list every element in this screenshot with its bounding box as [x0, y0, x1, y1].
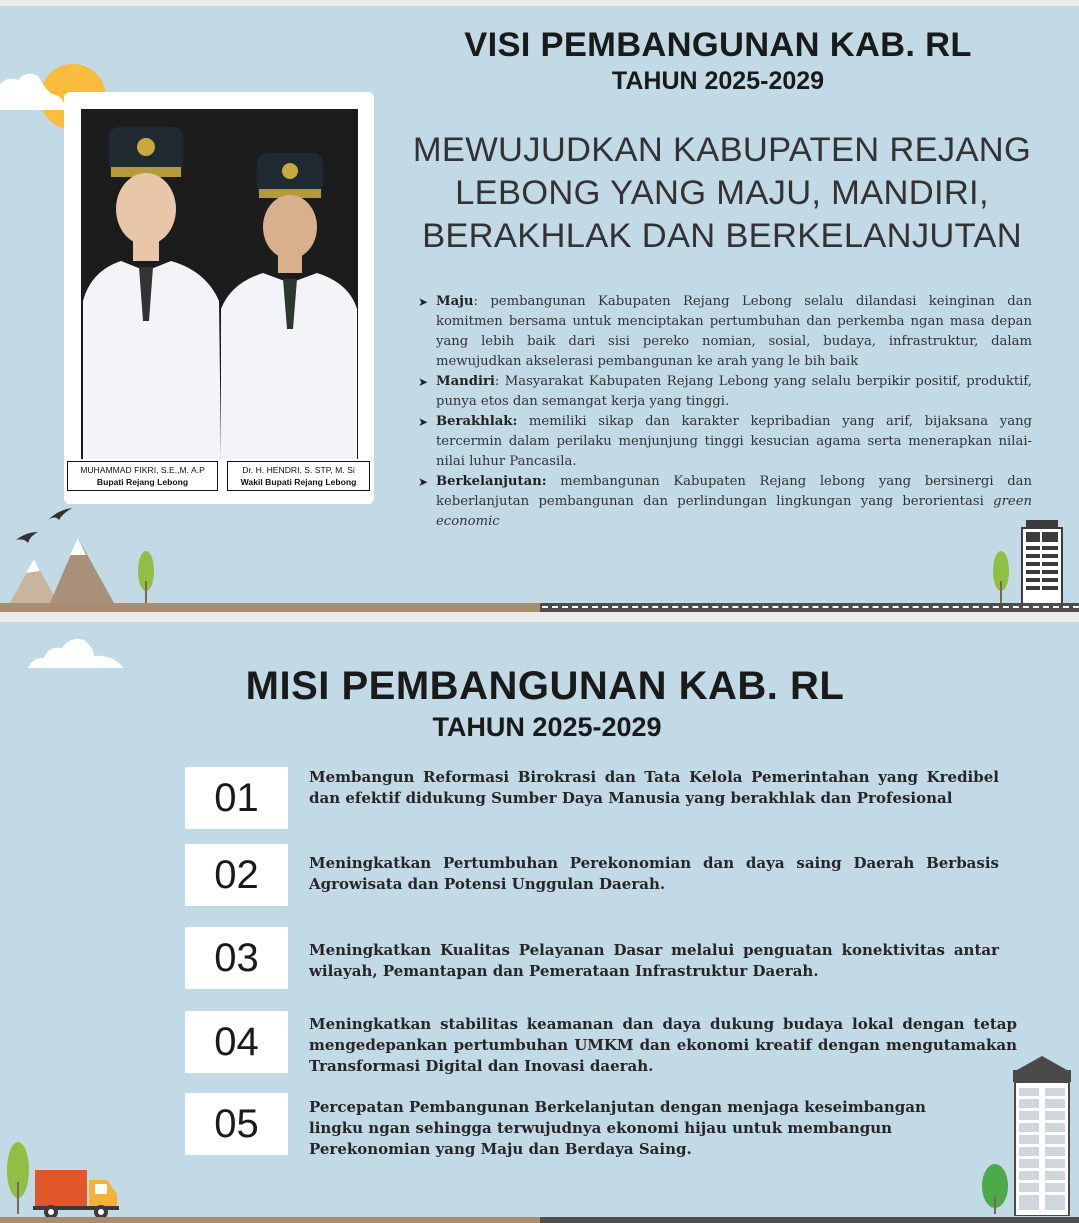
vision-bullet-list — [418, 292, 1032, 532]
arrow-bullet-icon: ➤ — [418, 295, 429, 309]
vision-line: MEWUJUDKAN KABUPATEN REJANG — [412, 131, 1032, 169]
bullet-text: : pembangunan Kabupaten Rejang Lebong selalu dilandasi keinginan dan komitmen bersama untuk menciptakan pertumbuhan dan perkemba ngan masa depan yang lebih baik dari sisi pereko nomian, sosial, budaya, infrastruktur, dalam mewujudkan akselerasi pembangunan ke arah yang le bih baik — [436, 294, 1032, 369]
building-icon — [1009, 1054, 1075, 1216]
officials-photo — [81, 109, 358, 459]
arrow-bullet-icon: ➤ — [418, 415, 429, 429]
mission-number: 02 — [185, 844, 288, 906]
bullet-text: membangunan Kabupaten Rejang lebong yang bersinergi dan keberlanjutan pembangunan dan perlindungan lingkungan yang berorientasi — [436, 474, 1032, 509]
misi-title: MISI PEMBANGUNAN KAB. RL — [245, 664, 845, 708]
mission-text: Percepatan Pembangunan Berkelanjutan dengan menjaga keseimbangan lingku ngan sehingga terwujudnya ekonomi hijau untuk membangun Perekonomian yang Maju dan Berdaya Saing. — [309, 1098, 926, 1158]
ground-soil — [0, 603, 540, 612]
mission-number: 04 — [185, 1011, 288, 1073]
vision-line: BERAKHLAK DAN BERKELANJUTAN — [422, 217, 1022, 255]
bullet-text: memiliki sikap dan karakter kepribadian yang arif, bijaksana yang tercermin dalam perilaku menjunjung tinggi kesucian agama serta menerapkan nilai-nilai luhur Pancasila. — [436, 414, 1032, 469]
bullet-term: Berakhlak: — [436, 414, 518, 429]
mission-text: Meningkatkan stabilitas keamanan dan daya dukung budaya lokal dengan tetap mengedepankan pertumbuhan UMKM dan ekonomi kreatif dengan mengutamakan Transformasi Digital dan Inovasi daerah. — [309, 1015, 1017, 1075]
tree-icon — [992, 551, 1010, 605]
mission-number: 01 — [185, 767, 288, 829]
cloud-icon — [28, 634, 124, 670]
arrow-bullet-icon: ➤ — [418, 475, 429, 489]
bullet-term: Berkelanjutan: — [436, 474, 547, 489]
truck-icon — [33, 1168, 123, 1220]
tree-icon — [980, 1162, 1010, 1214]
building-icon — [1020, 520, 1064, 606]
official-role: Bupati Rejang Lebong — [96, 477, 189, 487]
vision-statement — [392, 129, 1052, 258]
official-caption — [227, 461, 370, 491]
mission-text: Meningkatkan Kualitas Pelayanan Dasar melalui penguatan konektivitas antar wilayah, Pemantapan dan Pemerataan Infrastruktur Daerah. — [309, 941, 999, 980]
bullet-term: Maju — [436, 294, 474, 309]
official-name: MUHAMMAD FIKRI, S.E.,M. A.P — [80, 465, 205, 475]
vision-bullet — [418, 292, 1032, 372]
misi-slide — [0, 622, 1079, 1223]
mission-number: 03 — [185, 927, 288, 989]
ground-soil — [0, 1217, 540, 1223]
person-icon — [81, 121, 226, 459]
tree-icon — [6, 1142, 30, 1214]
tree-icon — [137, 551, 155, 605]
official-name: Dr. H. HENDRI, S. STP, M. Si — [242, 465, 355, 475]
officials-photo-card — [64, 92, 374, 504]
vision-line: LEBONG YANG MAJU, MANDIRI, — [455, 174, 989, 212]
mission-text: Meningkatkan Pertumbuhan Perekonomian dan daya saing Daerah Berbasis Agrowisata dan Potensi Unggulan Daerah. — [309, 854, 999, 893]
vision-bullet — [418, 372, 1032, 412]
vision-bullet — [418, 412, 1032, 472]
visi-subtitle: TAHUN 2025-2029 — [611, 67, 825, 95]
mission-number: 05 — [185, 1093, 288, 1155]
road-marking — [542, 606, 1079, 608]
official-caption — [67, 461, 218, 491]
person-icon — [217, 149, 358, 459]
visi-title: VISI PEMBANGUNAN KAB. RL — [464, 26, 972, 64]
cloud-icon — [0, 70, 70, 114]
arrow-bullet-icon: ➤ — [418, 375, 429, 389]
visi-slide — [0, 6, 1079, 612]
mountain-icon — [10, 533, 120, 605]
vision-bullet — [418, 472, 1032, 532]
bullet-term: Mandiri — [436, 374, 495, 389]
bullet-italic: green economic — [436, 494, 1032, 529]
bullet-text: : Masyarakat Kabupaten Rejang Lebong yang selalu berpikir positif, produktif, punya etos dan semangat kerja yang tinggi. — [436, 374, 1032, 409]
official-role: Wakil Bupati Rejang Lebong — [240, 477, 357, 487]
mission-text: Membangun Reformasi Birokrasi dan Tata Kelola Pemerintahan yang Kredibel dan efektif didukung Sumber Daya Manusia yang berakhlak dan Profesional — [309, 768, 999, 807]
misi-subtitle: TAHUN 2025-2029 — [432, 712, 662, 742]
